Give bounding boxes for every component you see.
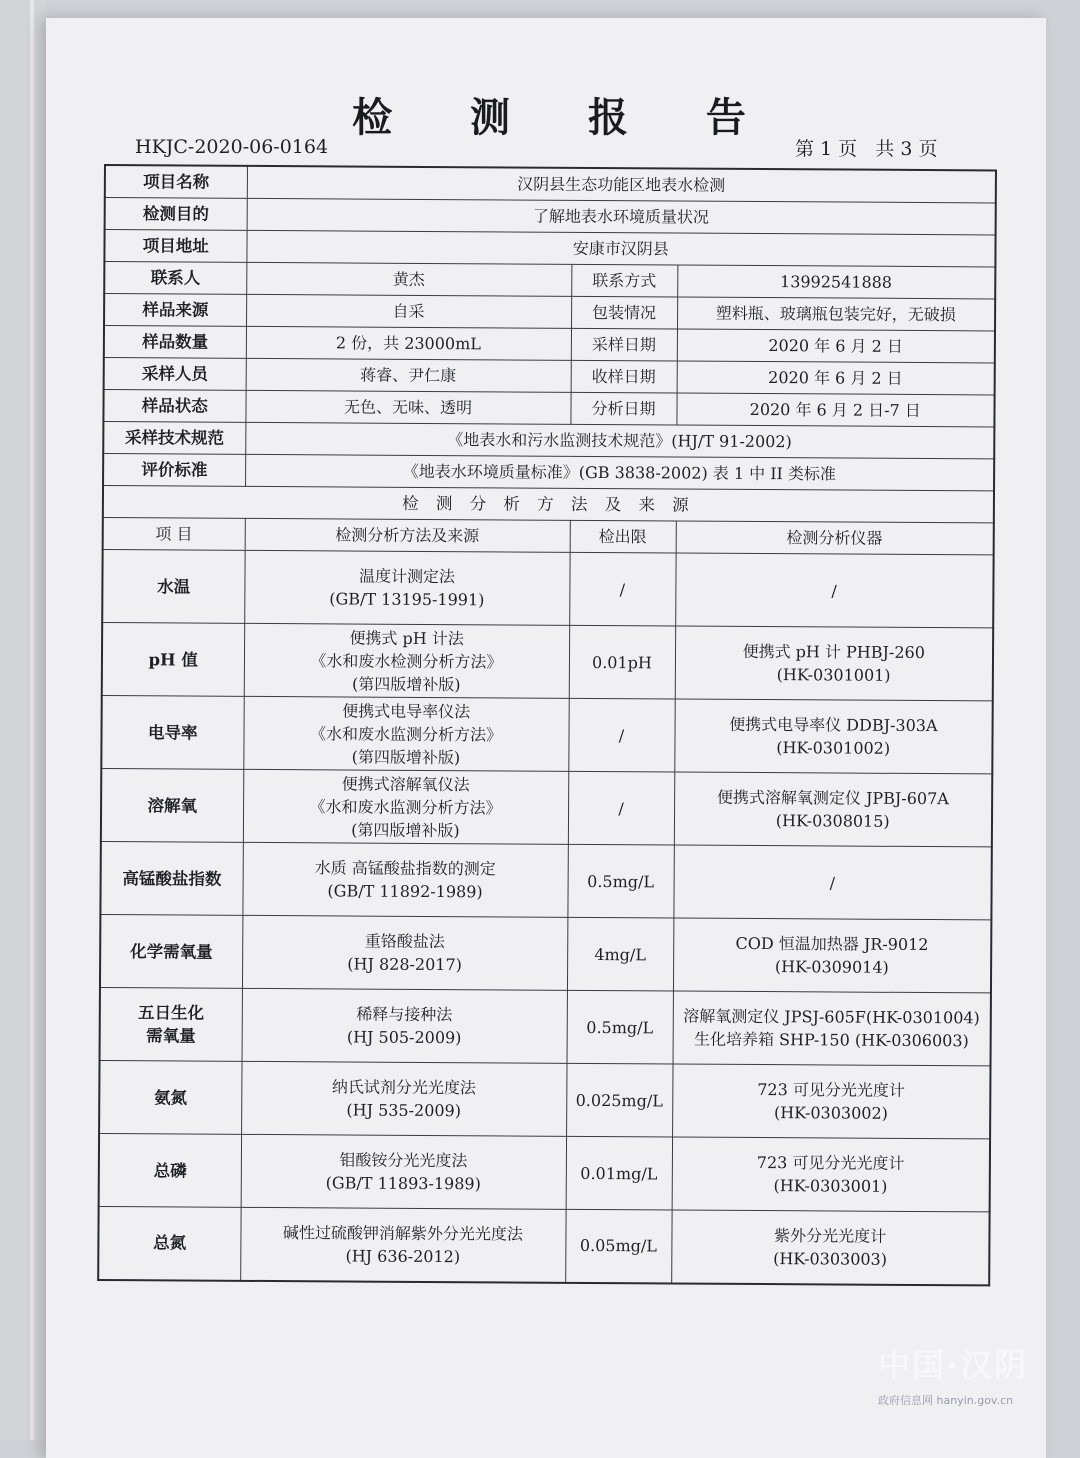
cell-instrument <box>675 553 993 628</box>
cell-item <box>102 622 244 696</box>
cell-item-line: 高锰酸盐指数 <box>122 868 222 889</box>
cell-instrument-line: 723 可见分光光度计 <box>757 1080 905 1100</box>
cell-limit: 0.01mg/L <box>566 1136 672 1210</box>
cell-item <box>100 841 242 915</box>
value-standard: 《地表水环境质量标准》(GB 3838-2002) 表 1 中 II 类标准 <box>245 454 994 491</box>
cell-method-line: 重铬酸盐法 <box>364 931 445 952</box>
method-row <box>102 622 993 700</box>
page-total: 共 3 页 <box>875 138 938 160</box>
method-row <box>98 1206 989 1284</box>
cell-item-line: 水温 <box>157 576 191 597</box>
cell-method-line: (HJ 828-2017) <box>347 954 462 975</box>
cell-item-line: 电导率 <box>147 722 198 743</box>
cell-instrument <box>674 699 992 774</box>
cell-method-line: (GB/T 11893-1989) <box>325 1173 481 1194</box>
cell-instrument-line: 便携式 pH 计 PHBJ-260 <box>742 641 925 663</box>
cell-instrument-line: (HK-0303001) <box>773 1176 888 1196</box>
label-purpose: 检测目的 <box>105 198 247 231</box>
value-samplers: 蒋睿、尹仁康 <box>246 358 571 392</box>
cell-instrument-line: / <box>829 872 836 892</box>
value-project-name: 汉阴县生态功能区地表水检测 <box>247 166 996 203</box>
label-state: 样品状态 <box>103 390 245 423</box>
label-standard: 评价标准 <box>103 454 245 487</box>
value-analysis-date: 2020 年 6 月 2 日-7 日 <box>676 393 994 427</box>
page-edge-left <box>0 0 46 1440</box>
cell-method <box>240 1207 565 1282</box>
cell-item <box>100 914 242 988</box>
cell-instrument-line: / <box>831 580 837 600</box>
cell-instrument <box>671 1210 989 1285</box>
cell-instrument <box>673 845 991 920</box>
watermark-sub: 政府信息网 hanyin.gov.cn <box>878 1394 1014 1407</box>
cell-method <box>242 988 567 1063</box>
method-row <box>100 987 991 1065</box>
cell-item <box>98 1206 240 1280</box>
cell-method-line: 《水和废水检测分析方法》 <box>310 650 503 671</box>
cell-instrument <box>673 991 991 1066</box>
label-contact: 联系人 <box>104 262 246 295</box>
cell-limit: 0.01pH <box>569 625 675 699</box>
header-limit: 检出限 <box>570 520 676 553</box>
cell-item-line: 总氮 <box>153 1233 187 1253</box>
value-spec: 《地表水和污水监测技术规范》(HJ/T 91-2002) <box>245 422 994 459</box>
cell-instrument <box>672 1064 990 1139</box>
row-state <box>103 390 994 427</box>
cell-method <box>242 915 567 990</box>
cell-method-line: 钼酸铵分光光度法 <box>339 1150 468 1171</box>
cell-instrument-line: (HK-0303003) <box>773 1248 888 1269</box>
cell-item <box>102 549 244 623</box>
cell-method-line: (第四版增补版) <box>351 747 461 767</box>
value-address: 安康市汉阴县 <box>246 230 995 267</box>
page-edge-fold <box>30 0 34 1440</box>
value-sampling-date: 2020 年 6 月 2 日 <box>677 329 995 363</box>
cell-method-line: 碱性过硫酸钾消解紫外分光光度法 <box>282 1222 524 1244</box>
cell-limit: / <box>568 698 674 772</box>
cell-item-line: pH 值 <box>148 649 198 670</box>
cell-instrument-line: (HK-0301002) <box>776 738 891 758</box>
cell-instrument-line: 便携式溶解氧测定仪 JPBJ-607A <box>716 787 949 809</box>
value-purpose: 了解地表水环境质量状况 <box>247 198 996 235</box>
cell-method-line: (第四版增补版) <box>351 820 460 840</box>
cell-item-line: 需氧量 <box>146 1026 196 1046</box>
method-row <box>102 549 993 627</box>
page-current: 第 1 页 <box>795 138 858 160</box>
cell-limit: / <box>568 771 674 845</box>
method-row <box>101 768 992 846</box>
cell-method-line: 《水和废水监测分析方法》 <box>309 796 502 817</box>
cell-item-line: 化学需氧量 <box>130 941 213 962</box>
cell-method-line: (GB/T 13195-1991) <box>329 589 485 610</box>
label-samplers: 采样人员 <box>104 358 246 391</box>
cell-limit: 0.5mg/L <box>567 990 673 1064</box>
report-number: HKJC-2020-06-0164 <box>135 136 329 158</box>
value-contact: 黄杰 <box>246 262 571 296</box>
cell-method-line: (GB/T 11892-1989) <box>327 881 483 902</box>
label-sampling-date: 采样日期 <box>571 328 677 361</box>
cell-method <box>242 842 567 917</box>
label-quantity: 样品数量 <box>104 326 246 359</box>
methods-body <box>98 549 993 1284</box>
cell-method-line: 便携式电导率仪法 <box>342 700 471 721</box>
cell-method <box>244 623 569 698</box>
cell-item <box>100 987 242 1061</box>
cell-limit: 4mg/L <box>567 917 673 991</box>
cell-instrument <box>673 918 991 993</box>
cell-method-line: 水质 高锰酸盐指数的测定 <box>314 858 496 879</box>
cell-method-line: 《水和废水监测分析方法》 <box>309 723 503 744</box>
label-analysis-date: 分析日期 <box>570 392 676 425</box>
methods-header-row <box>103 517 994 554</box>
header-instrument: 检测分析仪器 <box>676 521 994 555</box>
section-header-row <box>103 486 994 523</box>
cell-instrument <box>674 772 992 847</box>
cell-instrument-line: 便携式电导率仪 DDBJ-303A <box>729 714 938 736</box>
cell-instrument <box>672 1137 990 1212</box>
label-project-name: 项目名称 <box>105 165 247 198</box>
cell-method <box>244 550 569 625</box>
cell-method-line: (HJ 505-2009) <box>346 1027 462 1048</box>
method-row <box>100 841 991 919</box>
cell-method-line: 纳氏试剂分光光度法 <box>331 1077 476 1098</box>
cell-instrument-line: 紫外分光光度计 <box>774 1225 887 1246</box>
section-title: 检 测 分 析 方 法 及 来 源 <box>103 486 994 523</box>
cell-item-line: 溶解氧 <box>147 795 198 816</box>
row-project-name <box>105 165 996 203</box>
row-standard <box>103 454 994 491</box>
cell-instrument-line: 溶解氧测定仪 JPSJ-605F(HK-0301004) <box>683 1006 980 1028</box>
cell-method-line: 便携式溶解氧仪法 <box>341 773 470 794</box>
value-package: 塑料瓶、玻璃瓶包装完好，无破损 <box>677 297 995 331</box>
cell-method-line: 温度计测定法 <box>358 566 456 587</box>
cell-item-line: 五日生化 <box>138 1003 205 1023</box>
cell-instrument-line: (HK-0301001) <box>776 665 891 685</box>
watermark-main: 中国·汉阴 <box>878 1346 1029 1384</box>
cell-instrument-line: (HK-0303002) <box>773 1103 888 1123</box>
method-row <box>99 1060 990 1138</box>
value-receive-date: 2020 年 6 月 2 日 <box>677 361 995 395</box>
cell-item-line: 氨氮 <box>153 1087 188 1108</box>
page-indicator <box>795 134 937 161</box>
label-address: 项目地址 <box>104 230 246 263</box>
watermark <box>878 1340 1048 1408</box>
header-method: 检测分析方法及来源 <box>245 518 570 552</box>
cell-method-line: 稀释与接种法 <box>356 1004 453 1025</box>
cell-item <box>99 1133 241 1207</box>
cell-item <box>101 695 243 769</box>
report-table <box>97 164 997 1286</box>
header-item: 项 目 <box>103 517 245 550</box>
cell-instrument-line: (HK-0309014) <box>774 957 889 977</box>
report-title: 检 测 报 告 <box>352 94 778 141</box>
value-quantity: 2 份，共 23000mL <box>246 326 571 360</box>
cell-limit: 0.025mg/L <box>566 1063 672 1137</box>
cell-method-line: (第四版增补版) <box>352 674 461 694</box>
value-contact-way: 13992541888 <box>677 265 995 299</box>
cell-instrument-line: 生化培养箱 SHP-150 (HK-0306003) <box>693 1029 969 1051</box>
cell-method-line: 便携式 pH 计法 <box>349 628 464 648</box>
cell-method <box>241 1134 566 1209</box>
cell-item-line: 总磷 <box>153 1160 187 1181</box>
cell-instrument-line: COD 恒温加热器 JR-9012 <box>735 933 929 955</box>
cell-instrument-line: (HK-0308015) <box>775 811 890 831</box>
cell-instrument-line: 723 可见分光光度计 <box>756 1153 905 1173</box>
cell-instrument <box>675 626 993 701</box>
cell-limit: 0.5mg/L <box>567 844 673 918</box>
label-package: 包装情况 <box>571 296 677 329</box>
label-contact-way: 联系方式 <box>571 264 677 297</box>
cell-method <box>243 769 568 844</box>
row-spec <box>103 422 994 459</box>
cell-method <box>241 1061 566 1136</box>
cell-method <box>243 696 568 771</box>
method-row <box>99 1133 990 1211</box>
cell-item <box>101 768 243 842</box>
cell-limit: 0.05mg/L <box>565 1209 671 1283</box>
cell-method-line: (HJ 636-2012) <box>345 1246 461 1266</box>
method-row <box>101 695 992 773</box>
value-source: 自采 <box>246 294 571 328</box>
label-spec: 采样技术规范 <box>103 422 245 455</box>
method-row <box>100 914 991 992</box>
value-state: 无色、无味、透明 <box>245 390 570 424</box>
cell-limit: / <box>569 552 675 626</box>
cell-method-line: (HJ 535-2009) <box>346 1100 462 1121</box>
label-source: 样品来源 <box>104 294 246 327</box>
label-receive-date: 收样日期 <box>571 360 677 393</box>
cell-item <box>99 1060 241 1134</box>
